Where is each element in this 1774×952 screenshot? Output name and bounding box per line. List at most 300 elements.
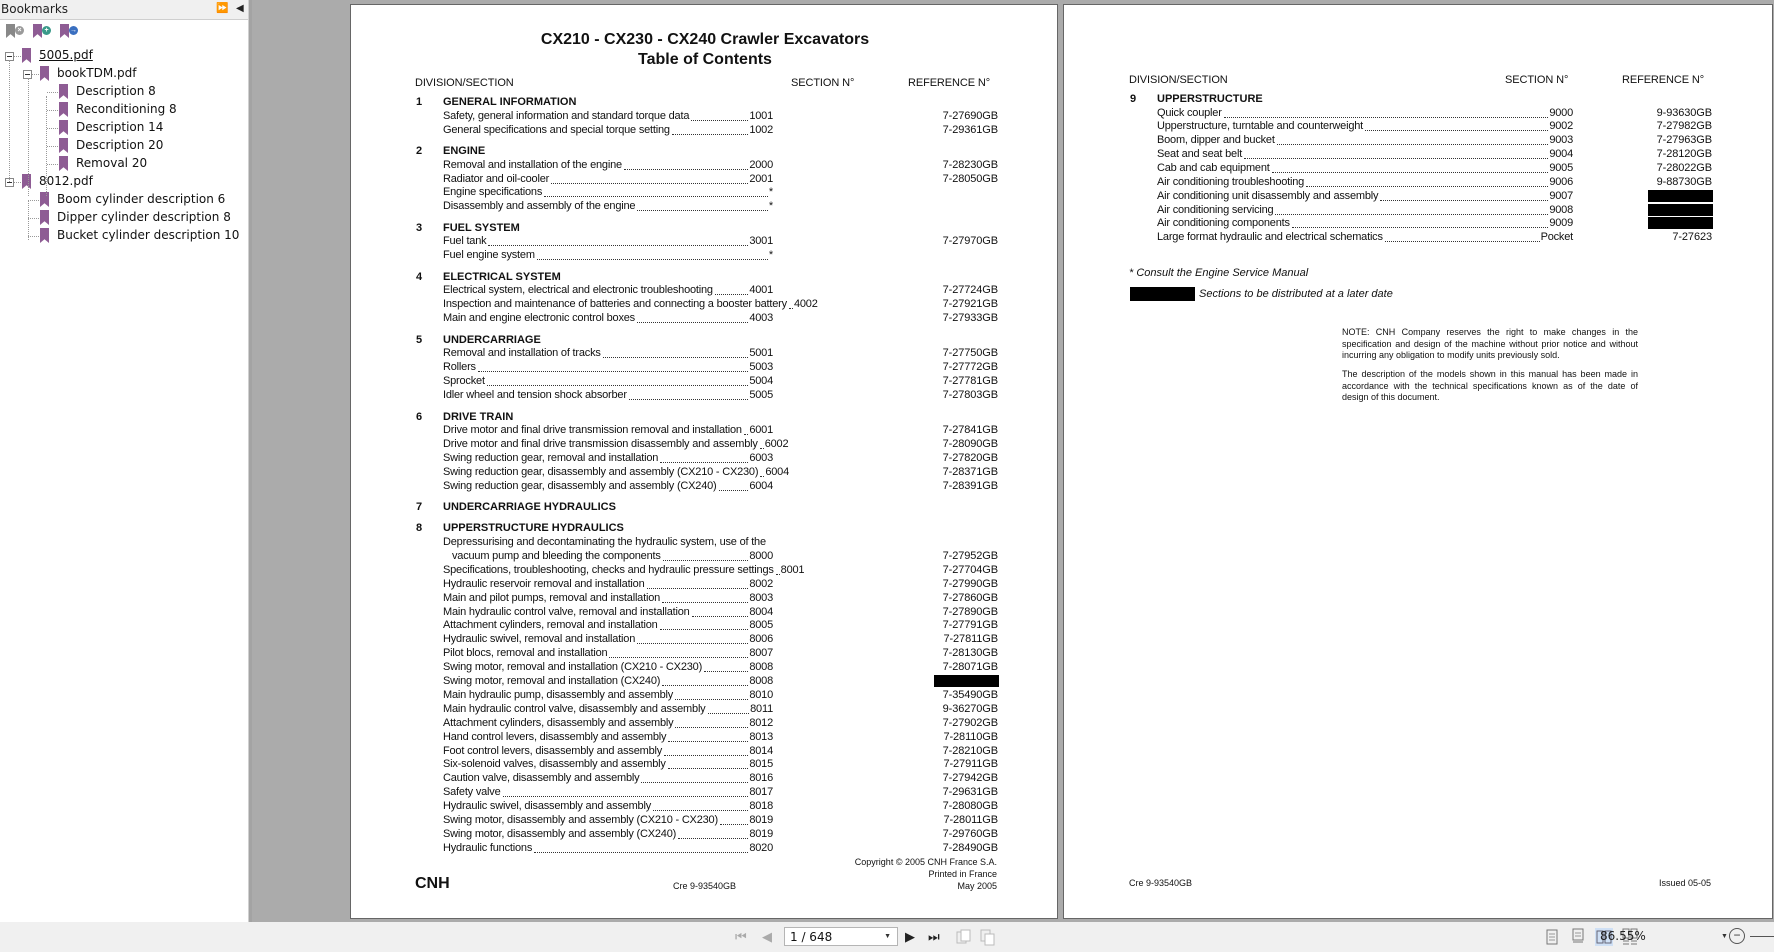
reference-number: 7-27963GB	[1656, 134, 1712, 147]
toc-entry[interactable]	[443, 124, 773, 137]
toc-entry-text: Upperstructure, turntable and counterweight	[1157, 120, 1364, 133]
reference-number: 9-88730GB	[1656, 175, 1712, 188]
leader-line	[715, 293, 748, 295]
document-title: CX210 - CX230 - CX240 Crawler Excavators	[540, 31, 870, 48]
section-number: 8003	[749, 591, 773, 604]
division-title: ELECTRICAL SYSTEM	[443, 270, 561, 283]
leader-line	[675, 698, 748, 700]
leader-line	[744, 433, 749, 435]
toc-entry[interactable]	[1157, 120, 1573, 133]
leader-line	[1365, 129, 1548, 131]
toc-entry-text: Inspection and maintenance of batteries and connecting a booster battery	[443, 298, 787, 311]
section-number: 6001	[749, 424, 773, 437]
toc-entry-text: Main and engine electronic control boxes	[443, 312, 635, 325]
column-header-reference: REFERENCE N°	[1622, 74, 1705, 86]
bookmark-icon	[59, 138, 68, 153]
toc-entry-text: Drive motor and final drive transmission disassembly and assembly	[443, 438, 758, 450]
reference-number: 7-29631GB	[942, 786, 998, 799]
division-number: 7	[416, 501, 423, 514]
toc-entry-text: Attachment cylinders, disassembly and assembly	[443, 716, 674, 729]
bookmark-label: Dipper cylinder description 8	[57, 210, 231, 224]
leader-line	[668, 767, 749, 769]
toc-entry[interactable]	[443, 703, 773, 716]
leader-line	[789, 307, 793, 309]
toc-entry[interactable]	[443, 452, 773, 465]
add-bookmark-icon[interactable]	[33, 24, 51, 42]
reference-number: 7-28110GB	[943, 730, 998, 743]
toc-entry-text: Swing motor, removal and installation (CX210 - CX230)	[443, 661, 703, 674]
toc-entry[interactable]	[443, 173, 773, 186]
toc-entry-text: Disassembly and assembly of the engine	[443, 200, 636, 213]
bookmark-label: 8012.pdf	[39, 174, 93, 188]
toc-entry[interactable]	[443, 298, 818, 311]
toc-entry-text: Safety valve	[443, 786, 501, 799]
reference-number: 7-27982GB	[1656, 120, 1712, 133]
leader-line	[624, 168, 748, 170]
division-number: 3	[416, 221, 423, 234]
column-header-reference: REFERENCE N°	[908, 77, 991, 89]
reference-number: 9-36270GB	[942, 702, 998, 715]
toc-entry[interactable]	[1157, 231, 1573, 244]
section-number: 9009	[1549, 217, 1573, 230]
tree-connector	[9, 60, 10, 182]
leader-line	[544, 195, 768, 197]
section-number: 9006	[1549, 175, 1573, 188]
note-paragraph-1: NOTE: CNH Company reserves the right to make changes in the specification and design of the machine without prior notice and without incurring any obligation to modify units previously sold.	[1342, 327, 1638, 360]
reference-number: 7-27781GB	[942, 375, 998, 388]
toc-entry-text: Swing motor, removal and installation (CX240)	[443, 675, 661, 687]
reference-number: 7-27942GB	[942, 772, 998, 785]
section-number: 9007	[1549, 189, 1573, 202]
reference-number: 7-27902GB	[942, 716, 998, 729]
toc-entry-text: vacuum pump and bleeding the components	[452, 549, 661, 562]
division-number: 5	[416, 333, 423, 346]
toc-entry[interactable]	[443, 745, 773, 758]
section-number: 1002	[749, 123, 773, 136]
division-number: 4	[416, 270, 423, 283]
bookmark-icon	[40, 228, 49, 243]
leader-line	[760, 447, 764, 449]
reference-number: 7-28071GB	[942, 661, 998, 674]
reference-number: 7-27704GB	[942, 563, 998, 576]
next-view-button[interactable]	[978, 928, 996, 946]
bookmark-icon	[22, 174, 31, 189]
toc-entry[interactable]	[443, 606, 773, 619]
leader-line	[1244, 157, 1548, 159]
toc-entry[interactable]	[443, 800, 773, 813]
reference-number: 7-28050GB	[942, 172, 998, 185]
reference-number: 7-27724GB	[942, 284, 998, 297]
division-number: 1	[416, 96, 423, 108]
toc-entry-text: Air conditioning servicing	[1157, 203, 1274, 216]
section-number: *	[768, 200, 773, 213]
leader-line	[720, 823, 748, 825]
toc-entry[interactable]	[443, 361, 773, 374]
toc-entry-text: Depressurising and decontaminating the hydraulic system, use of the	[443, 536, 766, 548]
toc-entry[interactable]	[443, 828, 773, 841]
division-number: 9	[1130, 93, 1137, 105]
tree-connector	[46, 96, 47, 196]
toc-entry-text: Swing reduction gear, disassembly and assembly (CX240)	[443, 479, 717, 492]
section-number: 1001	[749, 109, 773, 122]
bookmark-flag-icon	[60, 24, 69, 38]
leader-line	[1306, 185, 1548, 187]
tree-connector	[28, 218, 39, 219]
tree-connector	[47, 128, 58, 129]
toc-entry[interactable]	[443, 689, 773, 702]
bookmark-label: bookTDM.pdf	[57, 66, 137, 80]
previous-view-button[interactable]	[954, 928, 972, 946]
leader-line	[692, 615, 749, 617]
page-number-value: 1 / 648	[790, 930, 833, 944]
leader-line	[537, 258, 768, 260]
leader-line	[637, 209, 768, 211]
leader-line	[1385, 240, 1540, 242]
continuous-page-icon	[1569, 928, 1587, 946]
section-number: 8002	[749, 577, 773, 590]
section-number: 8016	[749, 772, 773, 785]
toc-entry[interactable]	[1157, 134, 1573, 147]
leader-line	[551, 182, 748, 184]
leader-line	[1277, 143, 1549, 145]
toc-entry[interactable]	[1157, 148, 1573, 161]
tree-connector	[47, 92, 58, 93]
section-number: 5004	[749, 375, 773, 388]
leader-line	[664, 754, 748, 756]
leader-line	[647, 587, 749, 589]
bookmark-icon	[22, 48, 31, 63]
division-title: DRIVE TRAIN	[443, 410, 514, 423]
toc-entry[interactable]	[443, 480, 773, 493]
leader-line	[653, 809, 748, 811]
section-number: 3001	[749, 235, 773, 248]
leader-line	[704, 670, 748, 672]
toc-entry-text: Hydraulic reservoir removal and installation	[443, 577, 645, 590]
single-page-icon	[1543, 928, 1561, 946]
section-number: 9004	[1549, 148, 1573, 161]
note-paragraph-2: The description of the models shown in this manual has been made in accordance with the technical specifications known as of the date of design of this document.	[1342, 369, 1638, 402]
tree-connector	[28, 200, 39, 201]
division-title: UPPERSTRUCTURE	[1157, 93, 1263, 105]
section-number: 8006	[749, 633, 773, 646]
section-number: 6002	[764, 438, 789, 450]
toc-entry[interactable]	[443, 578, 773, 591]
chevron-down-icon[interactable]: ▼	[884, 933, 891, 940]
reference-number: 7-27921GB	[942, 298, 998, 311]
toc-entry[interactable]	[443, 438, 789, 451]
column-header-division: DIVISION/SECTION	[1129, 74, 1228, 86]
toc-entry[interactable]	[443, 647, 773, 660]
section-number: 8001	[780, 563, 805, 576]
toc-entry[interactable]	[1157, 190, 1573, 203]
section-number: 8019	[749, 814, 773, 826]
panel-splitter[interactable]	[249, 0, 252, 922]
toc-entry-text: Hydraulic swivel, disassembly and assembly	[443, 800, 652, 813]
leader-line	[660, 628, 749, 630]
toc-entry[interactable]	[443, 619, 773, 632]
leader-line	[719, 489, 749, 491]
tree-connector	[47, 164, 58, 165]
leader-line	[534, 851, 748, 853]
leader-line	[675, 726, 748, 728]
toc-entry-text: Specifications, troubleshooting, checks and hydraulic pressure settings	[443, 563, 774, 576]
division-title: UPPERSTRUCTURE HYDRAULICS	[443, 522, 624, 535]
reference-number: 7-27933GB	[942, 312, 998, 325]
page-number-input[interactable]	[784, 927, 898, 946]
section-number: *	[768, 186, 773, 199]
section-number: 9008	[1549, 203, 1573, 216]
toc-entry-text: Boom, dipper and bucket	[1157, 134, 1275, 147]
section-number: 8020	[749, 841, 773, 854]
division-title: FUEL SYSTEM	[443, 221, 520, 234]
toc-entry[interactable]	[443, 235, 773, 248]
goto-bookmark-icon[interactable]	[60, 24, 78, 42]
section-number: 8000	[749, 549, 773, 562]
toc-entry-text: Attachment cylinders, removal and installation	[443, 619, 658, 632]
bookmark-toolbar	[6, 24, 106, 44]
toc-entry[interactable]	[443, 186, 773, 199]
toc-entry[interactable]	[443, 675, 773, 688]
section-number: 5001	[749, 347, 773, 360]
toc-entry-text: Fuel engine system	[443, 249, 535, 262]
reference-number: 7-28230GB	[942, 158, 998, 171]
redacted-reference	[1648, 190, 1713, 202]
toc-entry-text: Safety, general information and standard torque data	[443, 109, 690, 122]
leader-line	[641, 781, 748, 783]
toc-entry-text: Hydraulic swivel, removal and installation	[443, 633, 636, 646]
zoom-out-button[interactable]: −	[1729, 928, 1745, 944]
bookmark-icon	[59, 120, 68, 135]
reference-number: 7-27860GB	[942, 591, 998, 604]
leader-line	[668, 740, 748, 742]
bookmark-label: Bucket cylinder description 10	[57, 228, 240, 242]
section-number: 8004	[749, 605, 773, 618]
reference-number: 7-28120GB	[1656, 148, 1712, 161]
bookmark-label: Description 8	[76, 84, 156, 98]
section-number: 6004	[765, 465, 789, 478]
zoom-level[interactable]: 86.55%	[1600, 929, 1646, 943]
toc-entry[interactable]	[443, 389, 773, 402]
toc-entry-text: Removal and installation of the engine	[443, 158, 622, 171]
toc-entry[interactable]	[443, 661, 773, 674]
bookmark-icon	[40, 192, 49, 207]
toc-entry[interactable]	[443, 110, 773, 123]
section-number: Pocket	[1540, 231, 1573, 244]
division-number: 2	[416, 145, 423, 157]
toc-entry-text: Swing motor, disassembly and assembly (CX210 - CX230)	[443, 814, 718, 826]
leader-line	[488, 244, 748, 246]
doc-code: Cre 9-93540GB	[673, 881, 737, 891]
next-page-button[interactable]: ▶	[905, 929, 915, 944]
reference-number: 9-93630GB	[1656, 106, 1712, 119]
redaction-legend-swatch	[1130, 287, 1195, 301]
toc-entry[interactable]	[443, 159, 773, 172]
reference-number: 7-27970GB	[942, 235, 998, 248]
tree-connector	[28, 78, 29, 196]
toc-entry-text: Sprocket	[443, 375, 485, 388]
toc-entry-text: Main hydraulic control valve, removal and installation	[443, 605, 690, 618]
reference-number: 7-28490GB	[942, 841, 998, 854]
bookmark-label: Description 20	[76, 138, 164, 152]
toc-entry-text: Air conditioning components	[1157, 217, 1290, 230]
division-number: 6	[416, 410, 423, 423]
section-number: 8013	[749, 730, 773, 743]
toc-entry[interactable]	[443, 842, 773, 855]
leader-line	[662, 684, 748, 686]
leader-line	[1380, 199, 1548, 201]
column-header-section: SECTION N°	[1505, 74, 1569, 86]
bookmarks-header	[0, 0, 248, 20]
bookmark-flag-icon	[6, 24, 15, 38]
section-number: 9002	[1549, 120, 1573, 133]
redacted-reference	[1648, 204, 1713, 216]
print-date: May 2005	[957, 881, 997, 891]
leader-line	[776, 573, 780, 575]
section-number: 4001	[749, 284, 773, 297]
bookmark-icon	[40, 210, 49, 225]
leader-line	[487, 384, 749, 386]
toc-entry[interactable]	[443, 717, 773, 730]
zoom-dropdown-icon[interactable]: ▼	[1721, 933, 1728, 940]
collapse-panel-icon[interactable]: ◀	[236, 3, 244, 14]
leader-line	[1224, 116, 1549, 118]
column-header-division: DIVISION/SECTION	[415, 77, 514, 89]
section-number: 2001	[749, 172, 773, 185]
section-number: 8019	[749, 827, 773, 840]
badge-icon: +	[42, 26, 51, 35]
section-number: 8010	[749, 688, 773, 701]
leader-line	[629, 398, 749, 400]
toc-entry[interactable]	[443, 731, 773, 744]
toc-entry-text: Drive motor and final drive transmission removal and installation	[443, 424, 742, 437]
toc-entry-text: Air conditioning unit disassembly and assembly	[1157, 189, 1379, 202]
reference-number: 7-28011GB	[943, 814, 998, 826]
toc-entry[interactable]	[443, 786, 773, 799]
toc-entry-text: Engine specifications	[443, 186, 543, 199]
reference-number: 7-27841GB	[942, 424, 998, 437]
badge-icon: →	[70, 27, 77, 34]
toc-entry[interactable]	[1157, 162, 1573, 175]
toc-entry[interactable]	[443, 375, 773, 388]
single-page-view-button[interactable]	[1543, 928, 1561, 946]
reference-number: 7-28130GB	[942, 647, 998, 660]
bookmark-label: Description 14	[76, 120, 164, 134]
bookmark-label: Boom cylinder description 6	[57, 192, 226, 206]
section-number: 8008	[749, 661, 773, 674]
tree-connector	[28, 200, 29, 240]
reference-number: 7-27911GB	[943, 758, 998, 771]
pdf-page-left	[350, 4, 1058, 919]
printed-in: Printed in France	[928, 869, 997, 879]
delete-bookmark-icon[interactable]	[6, 24, 24, 42]
continuous-view-button[interactable]	[1569, 928, 1587, 946]
section-number: 8014	[749, 744, 773, 757]
toc-entry[interactable]	[443, 592, 773, 605]
bookmark-icon	[59, 156, 68, 171]
toc-entry[interactable]	[443, 633, 773, 646]
leader-line	[660, 461, 748, 463]
cnh-logo: CNH	[415, 875, 450, 892]
toc-entry[interactable]	[1157, 217, 1573, 230]
toc-entry[interactable]	[443, 347, 773, 360]
toc-entry-text: Hand control levers, disassembly and assembly	[443, 730, 667, 743]
toc-entry[interactable]	[1157, 176, 1573, 189]
toc-entry[interactable]	[443, 772, 773, 785]
redacted-reference	[934, 675, 999, 687]
copyright: Copyright © 2005 CNH France S.A.	[854, 857, 997, 867]
bookmark-label: Removal 20	[76, 156, 148, 170]
bookmark-icon	[40, 66, 49, 81]
last-page-button[interactable]: ⏭	[928, 929, 940, 944]
zoom-slider[interactable]	[1750, 936, 1774, 937]
first-page-button[interactable]: ⏮	[735, 929, 747, 944]
toc-entry[interactable]	[443, 424, 773, 437]
toc-entry-text: Large format hydraulic and electrical schematics	[1157, 231, 1383, 244]
toc-entry-text: Main hydraulic pump, disassembly and assembly	[443, 688, 674, 701]
reference-number: 7-27820GB	[942, 451, 998, 464]
tree-connector	[28, 236, 39, 237]
toc-entry[interactable]	[443, 249, 773, 262]
division-number: 8	[416, 522, 423, 535]
toc-entry-text: Electrical system, electrical and electronic troubleshooting	[443, 284, 713, 297]
section-number: 8007	[749, 647, 773, 660]
bookmark-label: Reconditioning 8	[76, 102, 177, 116]
section-number: 6004	[749, 479, 773, 492]
leader-line	[503, 795, 749, 797]
reference-number: 7-27690GB	[942, 109, 998, 122]
toc-entry[interactable]	[443, 312, 773, 325]
toc-entry[interactable]	[452, 550, 773, 563]
leader-line	[691, 119, 748, 121]
issued-date: Issued 05-05	[1658, 878, 1711, 888]
reference-number: 7-29760GB	[942, 827, 998, 840]
toc-entry[interactable]	[443, 200, 773, 213]
toc-entry-text: Swing reduction gear, removal and installation	[443, 451, 659, 464]
reference-number: 7-28391GB	[942, 479, 998, 492]
toc-entry-text: Air conditioning troubleshooting	[1157, 175, 1305, 188]
section-number: 4003	[749, 312, 773, 325]
toc-entry[interactable]	[443, 563, 805, 577]
toc-entry[interactable]	[1157, 204, 1573, 217]
section-number: 2000	[749, 158, 773, 171]
toc-entry-text: Foot control levers, disassembly and assembly	[443, 744, 663, 757]
reference-number: 7-27791GB	[942, 619, 998, 632]
bookmarks-panel	[0, 0, 249, 922]
bookmark-icon	[59, 102, 68, 117]
leader-line	[637, 642, 748, 644]
reference-number: 7-27990GB	[942, 577, 998, 590]
leader-line	[672, 133, 748, 135]
section-number: *	[768, 249, 773, 262]
prev-page-button[interactable]: ◀	[762, 929, 772, 944]
section-number: 8018	[749, 800, 773, 813]
toc-entry[interactable]	[1157, 107, 1573, 120]
toc-entry[interactable]	[443, 814, 773, 827]
division-title: UNDERCARRIAGE HYDRAULICS	[443, 501, 616, 514]
section-number: 8008	[749, 675, 773, 687]
toc-entry-text: Swing motor, disassembly and assembly (CX240)	[443, 827, 677, 840]
reference-number: 7-27803GB	[942, 389, 998, 401]
doc-code: Cre 9-93540GB	[1129, 878, 1193, 888]
toc-entry[interactable]	[443, 284, 773, 297]
toc-entry[interactable]	[443, 465, 789, 479]
footnote-later-date: Sections to be distributed at a later date	[1199, 288, 1393, 300]
division-title: ENGINE	[443, 145, 486, 157]
expand-panel-icon[interactable]: ⏩	[216, 3, 229, 14]
toc-entry[interactable]	[443, 758, 773, 771]
toc-entry-text: Radiator and oil-cooler	[443, 172, 550, 185]
toc-entry-text: Quick coupler	[1157, 106, 1222, 119]
